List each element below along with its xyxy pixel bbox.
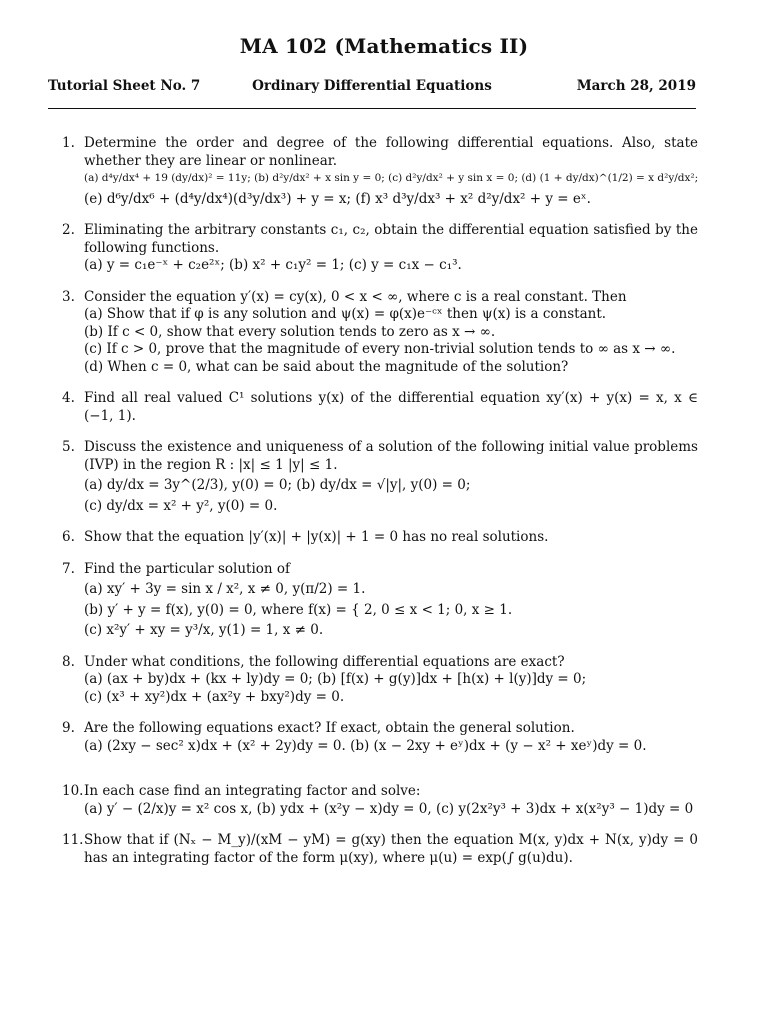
document-title: MA 102 (Mathematics II) — [239, 34, 529, 58]
problem-part: (a) y′ − (2/x)y = x² cos x, (b) ydx + (x²y − x)dy = 0, (c) y(2x²y³ + 3)dx + x(x²y³ − 1)dy = 0 — [84, 800, 694, 817]
sheet-number: Tutorial Sheet No. 7 — [48, 78, 201, 94]
problem-number: 8. — [62, 653, 75, 670]
problem-7 — [62, 561, 698, 640]
header-divider — [48, 108, 696, 109]
problem-10 — [62, 783, 698, 818]
problem-part: (c) dy/dx = x² + y², y(0) = 0. — [84, 497, 278, 514]
problem-part: (d) When c = 0, what can be said about the magnitude of the solution? — [84, 358, 569, 375]
problem-text: Under what conditions, the following differential equations are exact? — [84, 653, 565, 670]
problem-11 — [62, 832, 698, 867]
problem-number: 1. — [62, 135, 75, 151]
problem-part: (a) d⁴y/dx⁴ + 19 (dy/dx)² = 11y; (b) d²y/dx² + x sin y = 0; (c) d²y/dx² + y sin x = 0; (d) (1 + dy/dx)^(1/2) = x d²y/dx²; — [84, 172, 699, 184]
problem-part: (c) (x³ + xy²)dx + (ax²y + bxy²)dy = 0. — [84, 688, 345, 705]
problem-part: (e) d⁶y/dx⁶ + (d⁴y/dx⁴)(d³y/dx³) + y = x; (f) x³ d³y/dx³ + x² d²y/dx² + y = eˣ. — [84, 190, 591, 207]
problem-part: (a) xy′ + 3y = sin x / x², x ≠ 0, y(π/2) = 1. — [84, 581, 366, 597]
problem-text: Eliminating the arbitrary constants c₁, c₂, obtain the differential equation satisfied by the following functions. — [84, 222, 698, 256]
problem-part: (a) (2xy − sec² x)dx + (x² + 2y)dy = 0. (b) (x − 2xy + eʸ)dx + (y − x² + xeʸ)dy = 0. — [84, 737, 647, 754]
problem-5 — [62, 439, 698, 515]
problem-4 — [62, 390, 698, 425]
problem-part: (c) If c > 0, prove that the magnitude of every non-trivial solution tends to ∞ as x → ∞. — [84, 341, 676, 357]
problem-number: 10. — [62, 783, 84, 799]
problem-part: (a) Show that if φ is any solution and ψ(x) = φ(x)e⁻ᶜˣ then ψ(x) is a constant. — [84, 306, 607, 322]
problem-part: (c) x²y′ + xy = y³/x, y(1) = 1, x ≠ 0. — [84, 622, 324, 638]
problem-8 — [62, 654, 698, 707]
problem-part: (b) y′ + y = f(x), y(0) = 0, where f(x) = { 2, 0 ≤ x < 1; 0, x ≥ 1. — [84, 601, 513, 618]
problem-text: Determine the order and degree of the following differential equations. Also, state whether they are linear or nonlinear. — [84, 135, 698, 169]
problem-number: 6. — [62, 529, 75, 545]
problem-part: (a) dy/dx = 3y^(2/3), y(0) = 0; (b) dy/dx = √|y|, y(0) = 0; — [84, 477, 471, 493]
problem-number: 11. — [62, 832, 84, 848]
problem-text: Show that the equation |y′(x)| + |y(x)| + 1 = 0 has no real solutions. — [84, 529, 549, 545]
problem-part: (a) y = c₁e⁻ˣ + c₂e²ˣ; (b) x² + c₁y² = 1; (c) y = c₁x − c₁³. — [84, 257, 462, 273]
problem-text: Show that if (Nₓ − M_y)/(xM − yM) = g(xy) then the equation M(x, y)dx + N(x, y)dy = 0 has an integrating factor of the form μ(xy), where μ(u) = exp(∫ g(u)du). — [84, 832, 698, 866]
problem-number: 4. — [62, 390, 75, 406]
problem-text: Are the following equations exact? If exact, obtain the general solution. — [84, 720, 575, 736]
problem-number: 9. — [62, 720, 75, 736]
problem-list — [62, 135, 698, 881]
sheet-topic: Ordinary Differential Equations — [252, 78, 492, 94]
problem-3 — [62, 289, 698, 377]
problem-part: (a) (ax + by)dx + (kx + ly)dy = 0; (b) [f(x) + g(y)]dx + [h(x) + l(y)]dy = 0; — [84, 671, 587, 687]
problem-6 — [62, 529, 698, 547]
problem-2 — [62, 222, 698, 275]
problem-text: Discuss the existence and uniqueness of a solution of the following initial value problems (IVP) in the region R : |x| ≤ 1 |y| ≤ 1. — [84, 439, 698, 473]
problem-text: In each case find an integrating factor and solve: — [84, 783, 421, 799]
problem-number: 7. — [62, 560, 75, 577]
problem-part: (b) If c < 0, show that every solution tends to zero as x → ∞. — [84, 323, 496, 340]
problem-1 — [62, 135, 698, 208]
problem-text: Consider the equation y′(x) = cy(x), 0 < x < ∞, where c is a real constant. Then — [84, 288, 627, 305]
problem-number: 2. — [62, 222, 75, 238]
header-row — [48, 78, 696, 98]
problem-number: 3. — [62, 288, 75, 305]
problem-number: 5. — [62, 439, 75, 455]
sheet-date: March 28, 2019 — [576, 78, 696, 94]
problem-9 — [62, 720, 698, 755]
problem-text: Find all real valued C¹ solutions y(x) of the differential equation xy′(x) + y(x) = x, x ∈ (−1, 1). — [84, 390, 698, 424]
problem-text: Find the particular solution of — [84, 560, 291, 577]
